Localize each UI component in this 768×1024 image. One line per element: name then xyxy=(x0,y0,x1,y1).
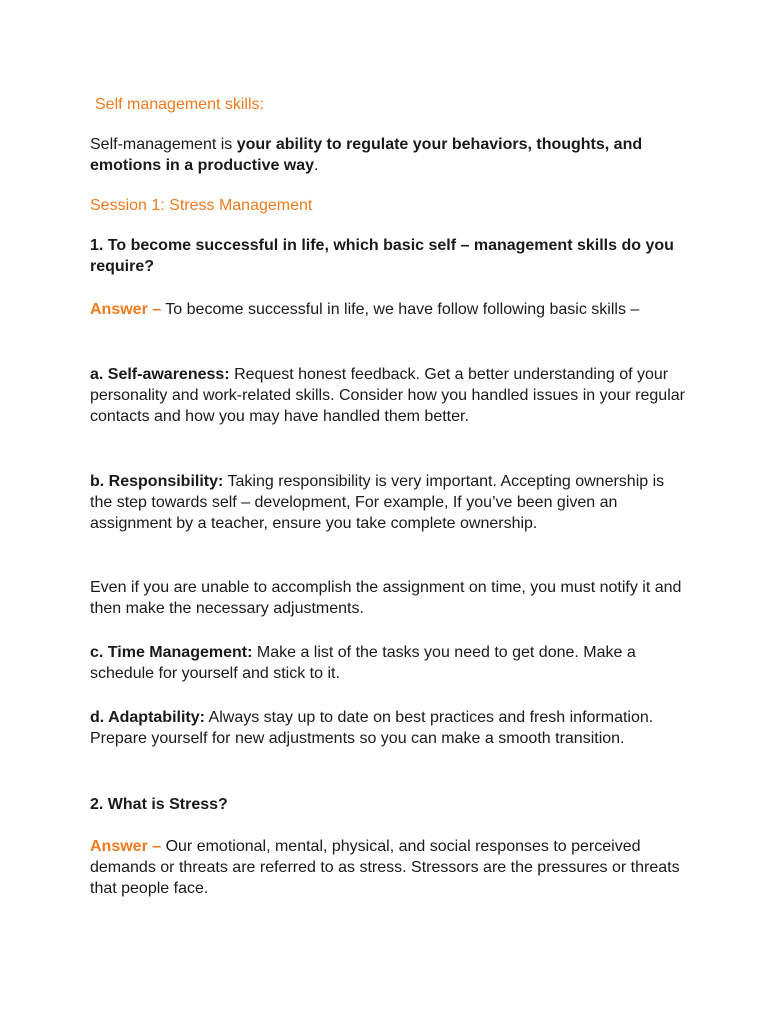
skill-self-awareness xyxy=(90,364,690,427)
intro-paragraph xyxy=(90,134,690,176)
intro-suffix: . xyxy=(314,157,319,174)
intro-prefix: Self-management is xyxy=(90,136,237,153)
skill-text: Make a list of the tasks you need to get done. Make a schedule for yourself and stick to it. xyxy=(90,644,636,682)
skill-time-management xyxy=(90,642,690,684)
question-1: 1. To become successful in life, which basic self – management skills do you require? xyxy=(90,237,674,275)
answer-2 xyxy=(90,836,690,899)
question-2: 2. What is Stress? xyxy=(90,796,228,813)
page-heading: Self management skills: xyxy=(95,96,264,113)
skill-adaptability xyxy=(90,707,690,749)
skill-label: c. Time Management: xyxy=(90,644,253,661)
session-title: Session 1: Stress Management xyxy=(90,197,313,214)
answer-2-text: Our emotional, mental, physical, and social responses to perceived demands or threats are referred to as stress. Stressors are the pressures or threats that people face. xyxy=(90,838,680,897)
skill-text: Request honest feedback. Get a better understanding of your personality and work-related skills. Consider how you handled issues in your regular contacts and how you may have handled them better. xyxy=(90,366,685,425)
intro-definition: your ability to regulate your behaviors, thoughts, and emotions in a productive way xyxy=(90,136,643,174)
skill-label: a. Self-awareness: xyxy=(90,366,230,383)
skill-text: Taking responsibility is very important. Accepting ownership is the step towards self – development, For example, If you’ve been given an assignment by a teacher, ensure you take complete ownership. xyxy=(90,473,665,532)
skill-responsibility xyxy=(90,471,690,534)
responsibility-note xyxy=(90,577,690,619)
skill-text: Even if you are unable to accomplish the assignment on time, you must notify it and then make the necessary adjustments. xyxy=(90,579,682,617)
answer-1-label: Answer – xyxy=(90,301,162,318)
skill-text: Always stay up to date on best practices and fresh information. Prepare yourself for new adjustments so you can make a smooth transition. xyxy=(90,709,654,747)
skill-label: b. Responsibility: xyxy=(90,473,224,490)
answer-1 xyxy=(90,299,690,320)
answer-2-label: Answer – xyxy=(90,838,162,855)
answer-1-text: To become successful in life, we have follow following basic skills – xyxy=(161,301,640,318)
skill-label: d. Adaptability: xyxy=(90,709,205,726)
